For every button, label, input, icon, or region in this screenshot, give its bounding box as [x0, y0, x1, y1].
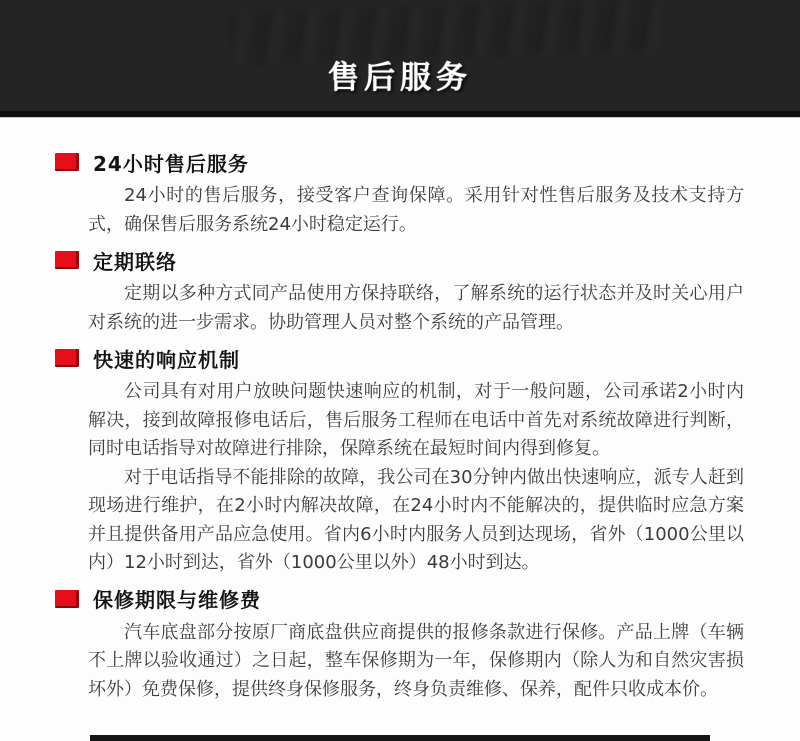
section-paragraph: 公司具有对用户放映问题快速响应的机制，对于一般问题，公司承诺2小时内解决，接到故障报修电话后，售后服务工程师在电话中首先对系统故障进行判断，同时电话指导对故障进行排除，保障系统在最短时间内得到修复。	[88, 381, 744, 459]
section-24h-service	[88, 150, 744, 239]
section-heading-row	[55, 248, 744, 272]
section-paragraph: 汽车底盘部分按原厂商底盘供应商提供的报修条款进行保修。产品上牌（车辆不上牌以验收通过）之日起，整车保修期为一年，保修期内（除人为和自然灾害损坏外）免费保修，提供终身保修服务，终身负责维修、保养，配件只收成本价。	[88, 621, 744, 700]
page-title: 售后服务	[328, 60, 472, 96]
section-heading-row	[55, 150, 744, 174]
section-paragraph: 定期以多种方式同产品使用方保持联络，了解系统的运行状态并及时关心用户对系统的进一步需求。协助管理人员对整个系统的产品管理。	[88, 283, 744, 333]
section-regular-contact	[88, 248, 744, 337]
red-square-bullet-icon	[55, 153, 79, 171]
section-warranty	[88, 587, 744, 705]
page-header	[0, 0, 800, 117]
section-heading-row	[55, 587, 744, 611]
section-title: 快速的响应机制	[93, 347, 240, 372]
section-heading-row	[55, 346, 744, 370]
red-square-bullet-icon	[55, 590, 79, 608]
section-title: 保修期限与维修费	[93, 588, 261, 612]
section-paragraph: 24小时的售后服务，接受客户查询保障。采用针对性售后服务及技术支持方式，确保售后服务系统24小时稳定运行。	[88, 185, 744, 235]
bottom-bar	[90, 735, 710, 741]
red-square-bullet-icon	[55, 251, 79, 269]
content	[0, 117, 800, 704]
section-title: 24小时售后服务	[93, 151, 249, 176]
red-square-bullet-icon	[55, 349, 79, 367]
section-fast-response	[88, 346, 744, 578]
section-paragraph: 对于电话指导不能排除的故障，我公司在30分钟内做出快速响应，派专人赶到现场进行维护，在2小时内解决故障，在24小时内不能解决的，提供临时应急方案并且提供备用产品应急使用。省内6小时内服务人员到达现场，省外（1000公里以内）12小时到达，省外（1000公里以外）48小时到达。	[88, 466, 744, 573]
section-title: 定期联络	[93, 249, 177, 274]
